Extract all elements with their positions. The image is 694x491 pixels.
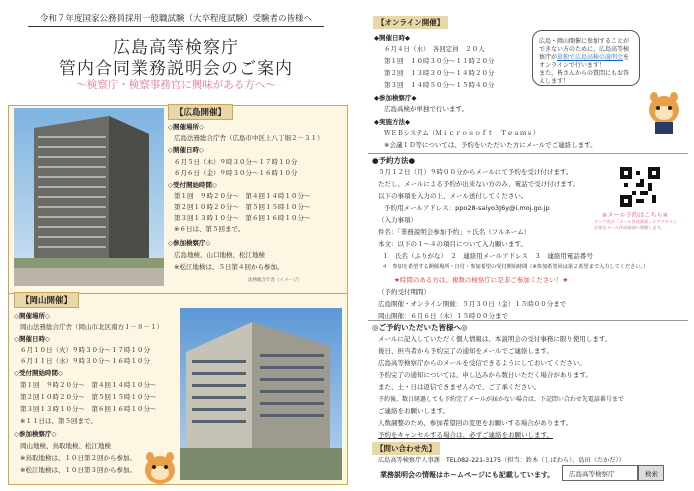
notes-line6: 予約後、数日経過しても予約完了メールが届かない場合は、下記問い合わせ先電話番号まで (378, 396, 624, 403)
divider-reservation (368, 320, 688, 321)
hiroshima-venue-heading: ◇開催場所◇ (168, 123, 204, 131)
reservation-subject: 件名：「業務説明会参加予約」＋氏名（フルネーム） (378, 228, 531, 236)
bubble-line1: 広島・岡山開催に参加することが (539, 38, 630, 45)
hiroshima-date1: ６月５日（木）９時３０分～１７時１０分 (174, 158, 298, 166)
okayama-venue-heading: ◇開催場所◇ (14, 312, 50, 320)
contact-line: 広島高等検察庁人事課 TEL082-221-3175（担当：鈴木（しばわら）、島田（たかだ）） (378, 457, 625, 464)
online-slot1: 第１回 １０時３０分～１１時２０分 (384, 57, 495, 65)
hiroshima-date-heading: ◇開催日時◇ (168, 146, 204, 154)
reservation-mail-address[interactable]: 予約用メールアドレス：ppo28-saiyo3J6y@i.moj.go.jp (384, 204, 550, 212)
qr-label[interactable]: ※メール予約はこちら※ (602, 212, 668, 219)
notes-heading: ◎ご予約いただいた皆様へ◎ (372, 323, 468, 332)
search-box-text: 広島高等検察庁 (569, 470, 615, 478)
reservation-line3: 以下の事項を入力の上、メール送付してください。 (378, 192, 528, 200)
search-box[interactable] (562, 465, 638, 481)
okayama-slot-heading: ◇受付開始時間◇ (14, 369, 63, 377)
okayama-tab: 【岡山開催】 (14, 292, 79, 308)
okayama-slot2: 第２回１０時２０分～ 第５回１５時１０分～ (20, 393, 157, 401)
hiroshima-office-note: ※松江地検は、５日第４回から参加。 (174, 263, 284, 271)
notes-line5: また、土・日は返信できませんので、ご了承ください。 (378, 383, 541, 391)
hiroshima-tab: 【広島開催】 (168, 104, 233, 120)
okayama-offices: 岡山地検、鳥取地検、松江地検 (20, 442, 111, 450)
footer-note: 業務説明会の情報はホームページにも記載しています。 (380, 471, 555, 479)
hiroshima-slot-note: ※６日は、第５回まで。 (174, 225, 245, 233)
reservation-item4: ４ 参加を希望する開催場所・日付・参加希望の受付開始時間（※参加希望回は第２希望まで入力してください。） (382, 264, 649, 270)
page-title-line1: 広島高等検察庁 (113, 38, 239, 58)
okayama-building-photo (180, 308, 342, 480)
notes-line2: 後日、担当者から予約完了の通知をメールでご連絡します。 (378, 347, 553, 355)
online-method-heading: ◆実施方法◆ (374, 118, 410, 126)
bubble-line4: オンラインで行います！ (539, 62, 605, 69)
notes-line8: 予約をキャンセルする場合は、必ずご連絡をお願いします。 (378, 431, 553, 439)
reservation-qr-code[interactable] (620, 167, 660, 207)
reservation-body: 本文：以下の１～４の項目について入力願います。 (378, 240, 527, 248)
search-button[interactable] (638, 465, 664, 481)
okayama-venue: 岡山法務総合庁舎（岡山市北区南方１－８－１） (20, 323, 163, 331)
reservation-warning: ★時間のある方は、複数の検察庁に是非ご参加ください！★ (394, 276, 569, 284)
hiroshima-offices: 広島地検、山口地検、松江地検 (174, 251, 265, 259)
online-speech-bubble (532, 30, 640, 86)
bubble-line3-suffix: を (623, 54, 630, 61)
mascot-online (643, 90, 685, 140)
divider-online (368, 153, 688, 154)
okayama-note1: ※鳥取地検は、１０日第２回から参加。 (20, 454, 136, 462)
notes-line7: 人数調整のため、参加希望回の変更をお願いする場合があります。 (378, 419, 573, 427)
okayama-slot1: 第１回 ９時２０分～ 第４回１４時１０分～ (20, 381, 157, 389)
qr-note1: リンク先の「メール作成画面」にアクセスし (594, 219, 678, 224)
reservation-period1: 広島開催・オンライン開催：５月３０日（金）１５時００分まで (378, 300, 567, 308)
online-office-heading: ◆参加検察庁◆ (374, 94, 417, 102)
online-date-heading: ◆開催日時◆ (374, 34, 410, 42)
qr-note2: 必要なメール作成画面へ移動します。 (594, 225, 665, 230)
online-method-note: ※会議ＩＤ等については、予約をいただいた方にメールでご連絡します。 (384, 141, 597, 149)
online-tab: 【オンライン開催】 (373, 16, 448, 29)
hiroshima-building-photo (14, 108, 164, 286)
reservation-period2: 岡山開催：６月６日（木）１５時００分まで (378, 312, 508, 320)
hiroshima-photo-caption: 法務総合庁舎（イメージ） (248, 278, 302, 283)
page-title-line2: 管内合同業務説明会のご案内 (59, 59, 293, 79)
reservation-line1: ５月１２日（月）９時００分からメールにて予約を受け付けます。 (378, 168, 573, 176)
hiroshima-slot-heading: ◇受付開始時間◇ (168, 181, 217, 189)
page-subtitle: ～検察庁・検察事務官に興味がある方へ～ (76, 79, 276, 91)
intro-text: 令和７年度国家公務員採用一般職試験（大卒程度試験）受験者の皆様へ (39, 14, 312, 24)
hiroshima-slot3: 第３回１３時１０分～ 第６回１６時１０分～ (174, 214, 311, 222)
mascot-okayama (140, 448, 180, 490)
okayama-date2: ６月１１日（水）９時３０分～１６時１０分 (20, 357, 150, 365)
online-offices: 広島高検が単独で行います。 (384, 105, 468, 113)
online-method: ＷＥＢシステム（Ｍｉｃｒｏｓｏｆｔ Ｔｅａｍｓ） (384, 129, 540, 137)
search-button-label: 検索 (645, 470, 658, 478)
notes-line6b: ご連絡をお願いします。 (378, 407, 449, 415)
reservation-period-heading: （予約受付期間） (378, 288, 430, 296)
intro-underline (28, 26, 324, 27)
okayama-office-heading: ◇参加検察庁◇ (14, 430, 57, 438)
okayama-date1: ６月１０日（火）９時３０分～１７時１０分 (20, 346, 150, 354)
okayama-note2: ※松江地検は、１０日第３回から参加。 (20, 466, 136, 474)
notes-line1: メールに記入していただく個人情報は、本説明会の受付事務に限り使用します。 (378, 335, 612, 343)
notes-line4: 予約完了の通知については、申し込みから数日いただく場合があります。 (378, 371, 592, 379)
reservation-line2: ただし、メールによる予約が出来ない方のみ、電話で受け付けます。 (378, 180, 580, 188)
hiroshima-date2: ６月６日（金）９時３０分～１６時１０分 (174, 169, 298, 177)
bubble-line2: できない方のために、広島高等検 (539, 46, 630, 53)
okayama-slot3: 第３回１３時１０分～ 第６回１６時１０分～ (20, 405, 157, 413)
okayama-slot-note: ※１１日は、第５回まで。 (20, 417, 97, 425)
bubble-highlight: 単独で広島高検の説明会 (557, 54, 624, 61)
hiroshima-slot1: 第１回 ９時２０分～ 第４回１４時１０分～ (174, 192, 311, 200)
online-slot2: 第２回 １３時３０分～１４時２０分 (384, 69, 495, 77)
reservation-items-1-3: １ 氏名（ふりがな） ２ 連絡用メールアドレス ３ 連絡用電話番号 (382, 252, 593, 260)
hiroshima-office-heading: ◇参加検察庁◇ (168, 239, 211, 247)
bubble-line3-prefix: 察庁が (539, 54, 558, 61)
hiroshima-slot2: 第２回１０時２０分～ 第５回１５時１０分～ (174, 203, 311, 211)
hiroshima-venue: 広島法務総合庁舎（広島市中区上八丁堀２－３１） (174, 134, 324, 142)
online-slot3: 第３回 １４時５０分～１５時４０分 (384, 81, 495, 89)
bubble-line6: えします！ (539, 78, 570, 85)
online-date: ６月４日（水） 各回定員 ２０人 (384, 45, 485, 53)
bubble-line5: また、皆さんからの質問にもお答 (539, 70, 630, 77)
contact-heading: 【問い合わせ先】 (372, 442, 440, 455)
reservation-heading: ●予約方法● (372, 156, 416, 165)
reservation-input-heading: （入力事項） (378, 216, 417, 224)
notes-line3: 広島高等検察庁からのメールを受信できるようにしておいてください。 (378, 359, 586, 367)
okayama-date-heading: ◇開催日時◇ (14, 335, 50, 343)
